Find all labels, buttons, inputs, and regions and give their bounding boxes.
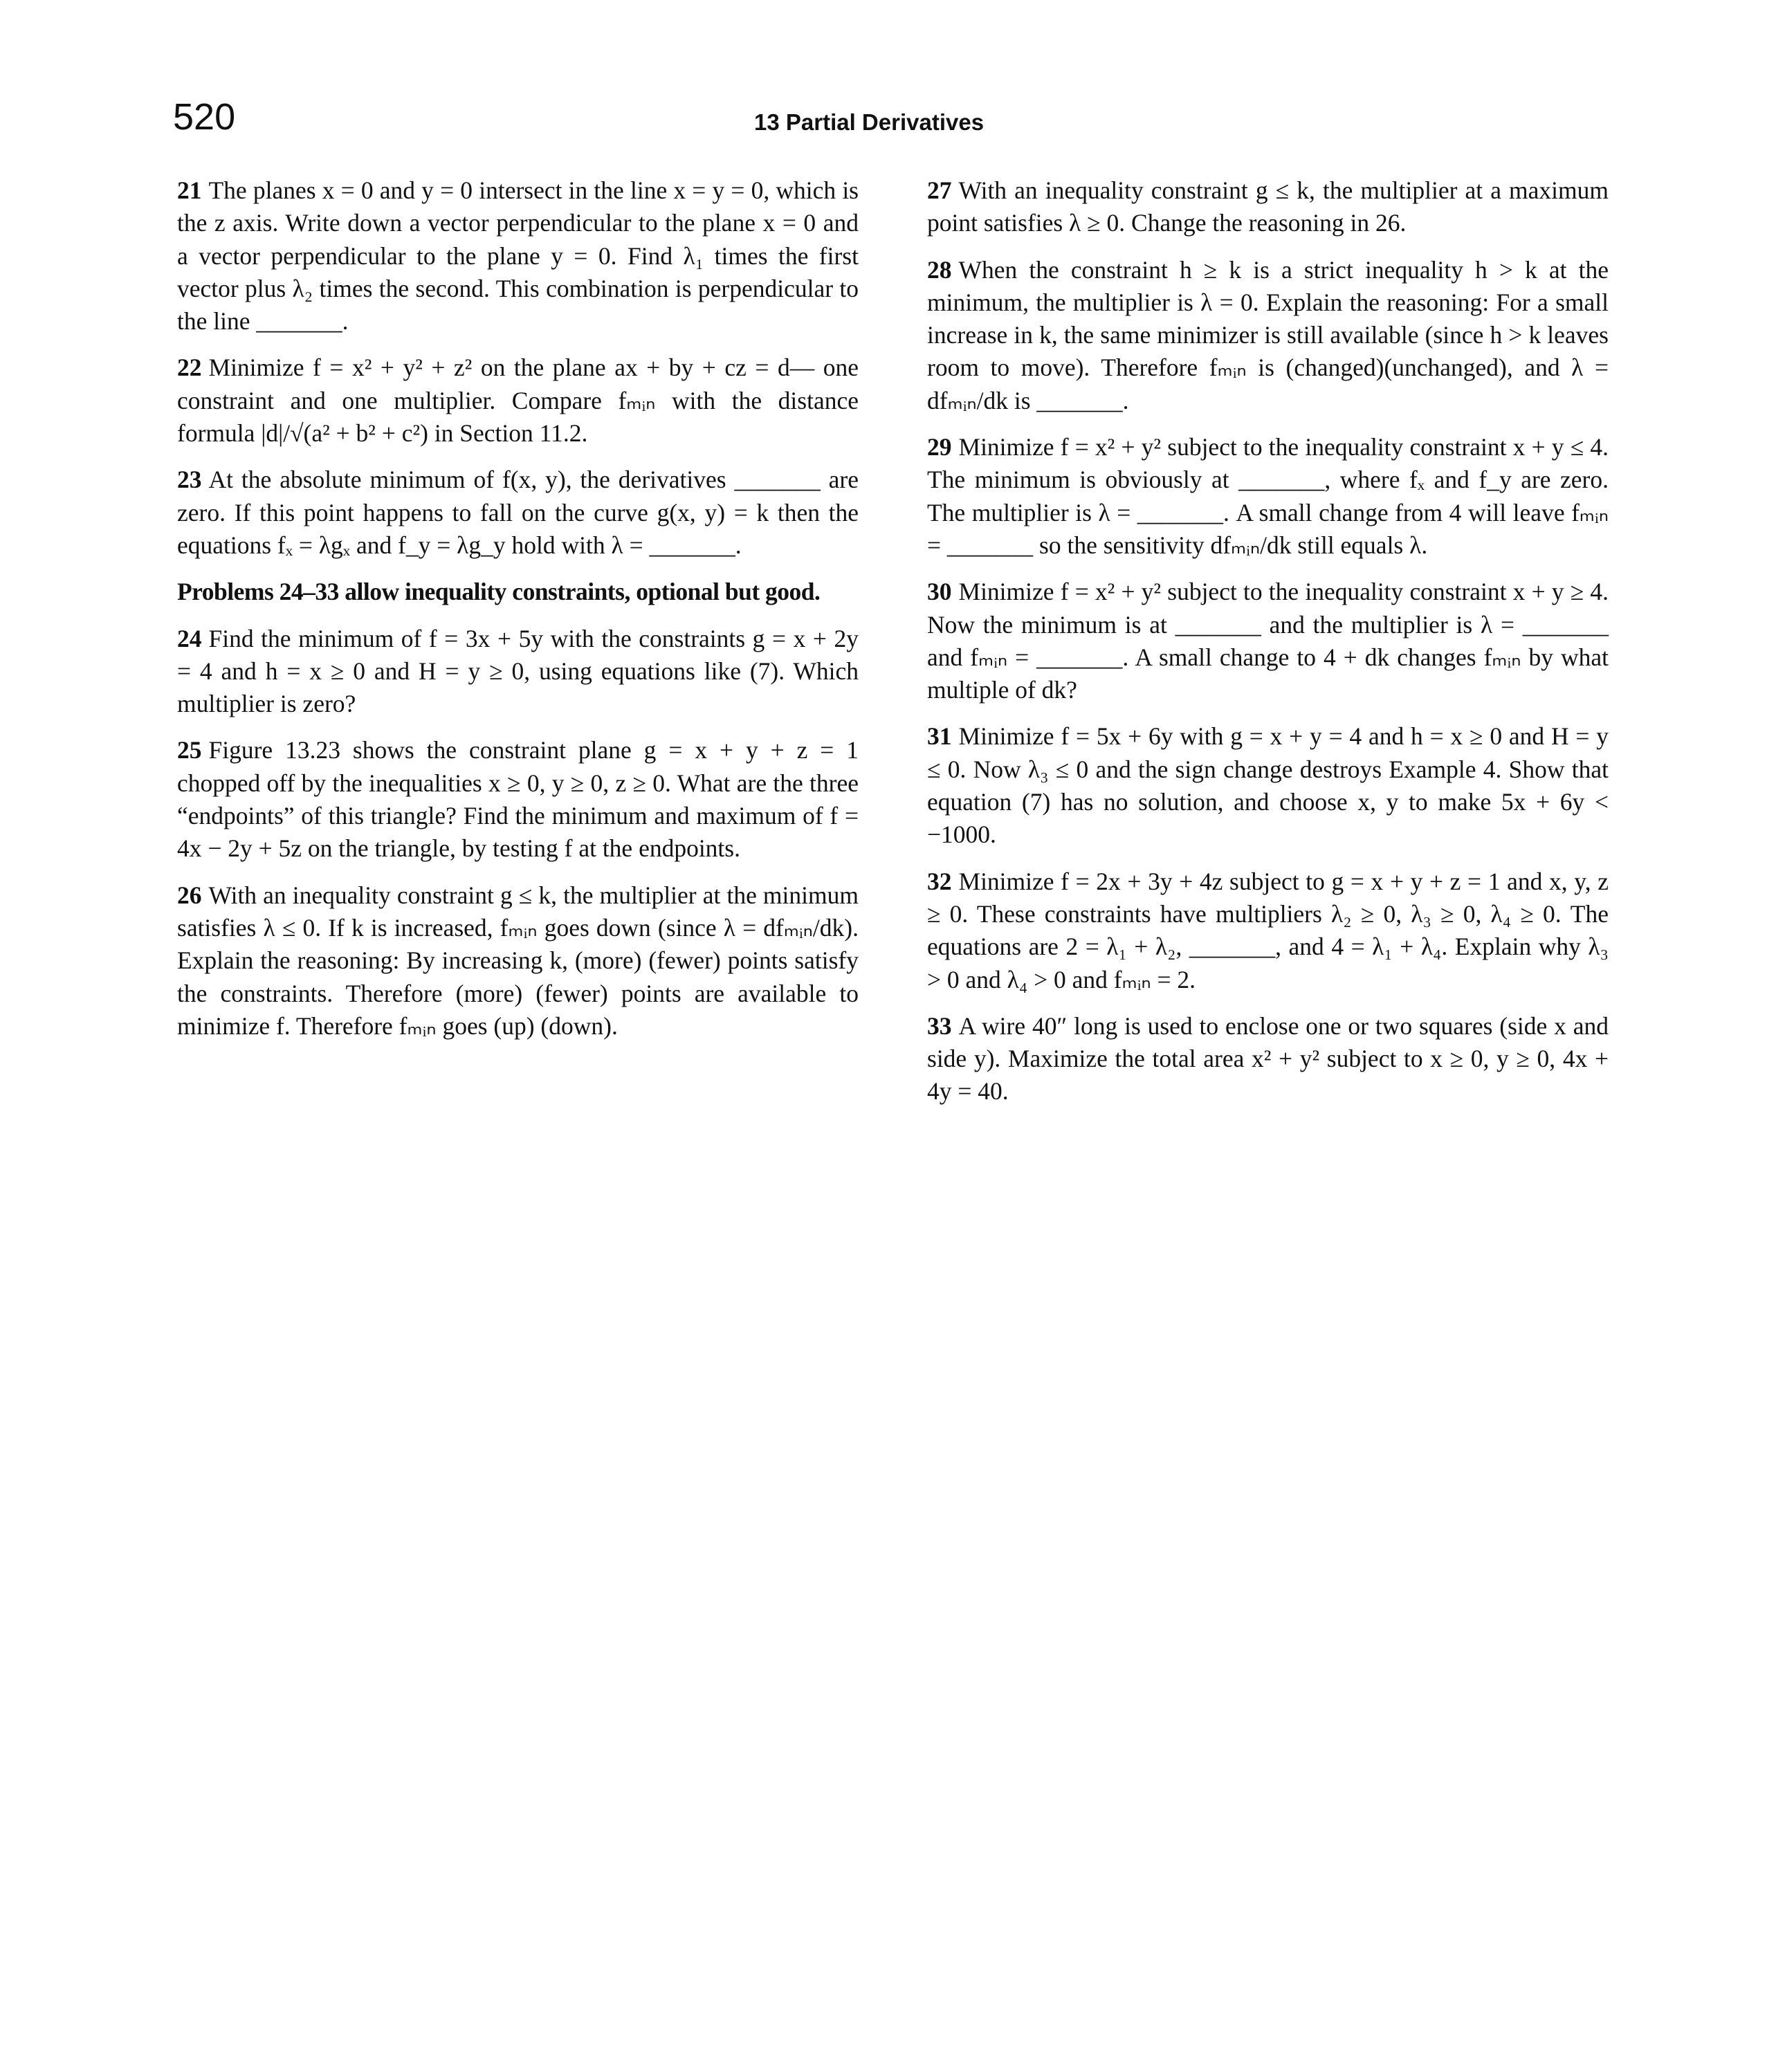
problem-23 bbox=[177, 464, 859, 562]
problem-25 bbox=[177, 734, 859, 865]
problem-number: 23 bbox=[177, 466, 202, 494]
problem-33 bbox=[927, 1010, 1609, 1108]
problem-number: 32 bbox=[927, 867, 952, 895]
running-head: 13 Partial Derivatives bbox=[754, 109, 985, 135]
problem-number: 29 bbox=[927, 433, 952, 461]
problem-number: 25 bbox=[177, 736, 202, 764]
problem-number: 22 bbox=[177, 354, 202, 382]
problem-32 bbox=[927, 865, 1609, 996]
section-heading: Problems 24–33 allow inequality constraints, optional but good. bbox=[177, 578, 821, 606]
problem-text: Minimize f = x² + y² subject to the inequality constraint x + y ≥ 4. Now the minimum is at _______ and the multiplier is λ = _______ and fₘᵢₙ = _______. A small change to 4 + dk changes fₘᵢₙ by what multiple of dk? bbox=[927, 578, 1609, 704]
problem-number: 31 bbox=[927, 722, 952, 751]
problem-text: When the constraint h ≥ k is a strict inequality h > k at the minimum, the multiplier is λ = 0. Explain the reasoning: For a small increase in k, the same minimizer is still available (since h > k leaves room to move). Therefore fₘᵢₙ is (changed)(unchanged), and λ = dfₘᵢₙ/dk is _______. bbox=[927, 255, 1609, 414]
page-number: 520 bbox=[173, 96, 236, 138]
problem-text: With an inequality constraint g ≤ k, the multiplier at a maximum point satisfies λ ≥ 0. Change the reasoning in 26. bbox=[927, 176, 1609, 237]
problem-number: 30 bbox=[927, 578, 952, 606]
problem-text: Minimize f = x² + y² + z² on the plane ax + by + cz = d— one constraint and one multiplier. Compare fₘᵢₙ with the distance formula |d|/√(a² + b² + c²) in Section 11.2. bbox=[177, 354, 859, 448]
problem-22 bbox=[177, 351, 859, 450]
problem-text: At the absolute minimum of f(x, y), the derivatives _______ are zero. If this point happens to fall on the curve g(x, y) = k then the equations fₓ = λgₓ and f_y = λg_y hold with λ = _______. bbox=[177, 466, 859, 559]
problem-29 bbox=[927, 431, 1609, 562]
problem-31 bbox=[927, 720, 1609, 851]
problem-text: Minimize f = x² + y² subject to the inequality constraint x + y ≤ 4. The minimum is obviously at _______, where fₓ and f_y are zero. The multiplier is λ = _______. A small change from 4 will leave fₘᵢₙ = _______ so the sensitivity dfₘᵢₙ/dk still equals λ. bbox=[927, 433, 1609, 559]
problem-text: A wire 40″ long is used to enclose one or two squares (side x and side y). Maximize the total area x² + y² subject to x ≥ 0, y ≥ 0, 4x + 4y = 40. bbox=[927, 1011, 1609, 1106]
problem-28 bbox=[927, 254, 1609, 417]
problem-number: 27 bbox=[927, 176, 952, 204]
problem-text: Minimize f = 5x + 6y with g = x + y = 4 and h = x ≥ 0 and H = y ≤ 0. Now λ₃ ≤ 0 and the sign change destroys Example 4. Show that equation (7) has no solution, and choose x, y to make 5x + 6y < −1000. bbox=[927, 722, 1609, 849]
problem-text: The planes x = 0 and y = 0 intersect in the line x = y = 0, which is the z axis. Write down a vector perpendicular to the plane x = 0 and a vector perpendicular to the plane y = 0. Find λ₁ times the first vector plus λ₂ times the second. This combination is perpendicular to the line _______. bbox=[177, 176, 859, 336]
problem-24 bbox=[177, 623, 859, 721]
problem-text: Minimize f = 2x + 3y + 4z subject to g = x + y + z = 1 and x, y, z ≥ 0. These constraints have multipliers λ₂ ≥ 0, λ₃ ≥ 0, λ₄ ≥ 0. The equations are 2 = λ₁ + λ₂, _______, and 4 = λ₁ + λ₄. Explain why λ₃ > 0 and λ₄ > 0 and fₘᵢₙ = 2. bbox=[927, 867, 1609, 993]
problem-number: 24 bbox=[177, 624, 202, 652]
problem-number: 26 bbox=[177, 881, 202, 909]
problem-30 bbox=[927, 576, 1609, 706]
problem-text: Figure 13.23 shows the constraint plane g = x + y + z = 1 chopped off by the inequalities x ≥ 0, y ≥ 0, z ≥ 0. What are the three “endpoints” of this triangle? Find the minimum and maximum of f = 4x − 2y + 5z on the triangle, by testing f at the endpoints. bbox=[177, 736, 859, 863]
problem-21 bbox=[177, 174, 859, 338]
problem-number: 28 bbox=[927, 255, 952, 284]
problem-number: 21 bbox=[177, 176, 202, 204]
problem-number: 33 bbox=[927, 1011, 952, 1040]
left-column bbox=[177, 174, 859, 1056]
problem-27 bbox=[927, 174, 1609, 240]
right-column bbox=[927, 174, 1609, 1122]
problem-text: Find the minimum of f = 3x + 5y with the constraints g = x + 2y = 4 and h = x ≥ 0 and H = y ≥ 0, using equations like (7). Which multiplier is zero? bbox=[177, 624, 859, 718]
problem-text: With an inequality constraint g ≤ k, the multiplier at the minimum satisfies λ ≤ 0. If k is increased, fₘᵢₙ goes down (since λ = dfₘᵢₙ/dk). Explain the reasoning: By increasing k, (more) (fewer) points satisfy the constraints. Therefore (more) (fewer) points are available to minimize f. Therefore fₘᵢₙ goes (up) (down). bbox=[177, 881, 859, 1040]
problem-26 bbox=[177, 879, 859, 1043]
